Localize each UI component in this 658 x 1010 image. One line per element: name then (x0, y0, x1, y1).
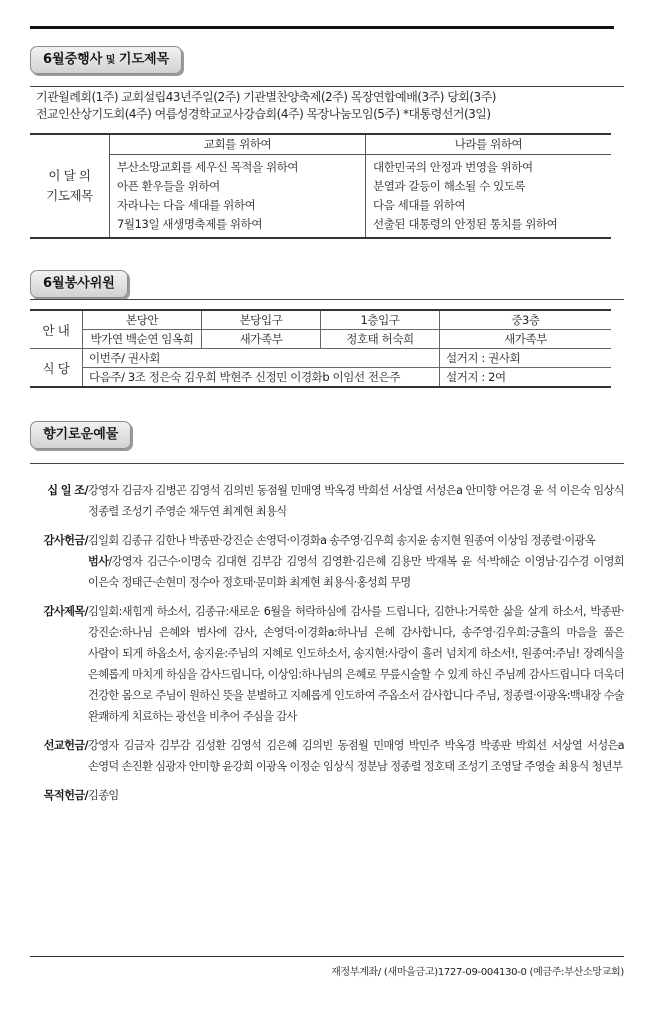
guide-names: 박가연 백순연 임옥희 (83, 330, 202, 349)
church-prayer-item: 부산소망교회를 세우신 목적을 위하여 (117, 160, 299, 174)
place-header: 본당안 (83, 310, 202, 330)
events-title-main: 6월중행사 (43, 52, 103, 67)
offering-label: 감사헌금/ (43, 534, 88, 547)
church-prayer-item: 자라나는 다음 세대를 위하여 (117, 198, 256, 212)
offering-item-purpose (30, 785, 624, 806)
events-line-1: 기관월례회(1주) 교회설립43년주일(2주) 기관별찬양축제(2주) 목장연합예배(3주) 당회(3주) (36, 90, 496, 104)
offering-names: 강영자 김금자 김부감 김성환 김영석 김은혜 김의빈 동점월 민매영 박민주 박옥경 박종판 박희선 서상열 서성은a 손영덕 손진환 심광자 안미향 윤강희 이광옥 이정순 임상식 정분남 정종렬 정호태 조성기 조영달 주영술 최용식 청년부 (88, 739, 624, 773)
offering-label: 목적헌금/ (43, 789, 88, 802)
prayer-label-line-1: 이 달 의 (48, 167, 91, 183)
guide-label: 안 내 (30, 310, 83, 349)
church-column-header: 교회를 위하여 (110, 134, 366, 155)
dining-this-week-dishes: 설거지 : 권사회 (440, 349, 612, 368)
offering-names: 김일회:새힘게 하소서, 김종규:새로운 6월을 허락하심에 감사를 드립니다, 김한나:거룩한 삶을 살게 하소서, 박종판·강진순:하나님 은혜와 범사에 감사, 손영덕·이경화a:하나님 은혜 감사합니다, 송주영·김우희:긍휼의 마음을 품은 사람이 되게 하옵소서, 송지윤:주님의 지혜로 인도하소서, 송지현:사랑이 흘러 넘치게 하소서!, 원종여:주님! 장례식을 은혜롭게 마치게 하심을 감사드립니다, 이상임:하나님의 은혜로 무릎시술할 수 있게 하신 주님께 감사드립니다 더욱더 건강한 몸으로 주님이 원하신 뜻을 분별하고 지혜롭게 인도하여 주옵소서 감사합니다 주님, 정종렬·이광옥:백내장 수술 완쾌하게 치료하는 광선을 비추어 주심을 감사 (88, 605, 624, 723)
offering-label: 십 일 조/ (47, 484, 88, 497)
nation-prayer-item: 선출된 대통령의 안정된 통치를 위하여 (373, 217, 558, 231)
offering-item-tithe (30, 480, 624, 522)
bottom-rule (30, 956, 624, 957)
guide-names: 새가족부 (202, 330, 321, 349)
offering-names: 강영자 김금자 김병곤 김영석 김의빈 동점월 민매영 박옥경 박희선 서상열 서성은a 안미향 어은경 윤 석 이은숙 임상식 정종렬 조성기 주영순 채두연 최계현 최용식 (88, 484, 624, 518)
nation-prayer-item: 다음 세대를 위하여 (373, 198, 466, 212)
offering-item-thanks (30, 530, 624, 551)
service-table (30, 309, 611, 388)
events-title-tail: 기도제목 (118, 52, 170, 67)
offering-item-everything (30, 551, 624, 593)
service-divider (30, 299, 624, 300)
prayer-label-line-2: 기도제목 (46, 187, 93, 203)
place-header: 본당입구 (202, 310, 321, 330)
offering-section-title: 향기로운예물 (30, 421, 131, 449)
offering-list (30, 480, 624, 814)
nation-prayer-item: 분열과 갈등이 해소될 수 있도록 (373, 179, 526, 193)
prayer-label (30, 145, 110, 229)
service-section-title: 6월봉사위원 (30, 270, 128, 298)
dining-next-week: 다음주/ 3조 정은숙 김우희 박현주 신정민 이경화b 이임선 전은주 (83, 368, 440, 388)
offering-item-thanks-topics (30, 601, 624, 727)
bank-account-footer: 재정부계좌/ (새마을금고)1727-09-004130-0 (예금주:부산소망교회) (331, 967, 624, 978)
offering-label: 감사제목/ (43, 605, 88, 618)
events-section-title (30, 46, 182, 74)
offering-label: 선교헌금/ (43, 739, 88, 752)
guide-names: 새가족부 (440, 330, 612, 349)
nation-column-header: 나라를 위하여 (366, 134, 612, 155)
offering-sub-names: /강영자 김근수·이명숙 김대현 김부감 김영석 김영환·김은혜 김용만 박재복 윤 석·박해순 이영남·김수경 이영희 이은숙 정태근·손현미 정수아 정호태·문미화 최계현 최용식·홍성희 무명 (88, 555, 624, 589)
dining-label: 식 당 (30, 349, 83, 388)
events-divider (30, 86, 624, 87)
place-header: 중3층 (440, 310, 612, 330)
church-prayer-item: 7월13일 새생명축제를 위하여 (117, 217, 263, 231)
top-rule (30, 26, 614, 29)
offering-label-spacer (30, 551, 88, 593)
monthly-events (36, 89, 616, 123)
events-line-2: 전교인산상기도회(4주) 여름성경학교교사강습회(4주) 목장나눔모임(5주) *대통령선거(3일) (36, 107, 491, 121)
offering-divider (30, 463, 624, 464)
church-prayer-item: 아픈 환우들을 위하여 (117, 179, 220, 193)
nation-prayer-item: 대한민국의 안정과 번영을 위하여 (373, 160, 533, 174)
offering-item-mission (30, 735, 624, 777)
church-prayer-list (110, 155, 366, 239)
offering-names: 김일회 김종규 김한나 박종판·강진순 손영덕·이경화a 송주영·김우희 송지윤 송지현 원종여 이상임 정종렬·이광옥 (88, 534, 595, 547)
dining-this-week: 이번주/ 권사회 (83, 349, 440, 368)
dining-next-week-dishes: 설거지 : 2여 (440, 368, 612, 388)
guide-names: 정호태 허숙희 (321, 330, 440, 349)
nation-prayer-list (366, 155, 612, 239)
place-header: 1층입구 (321, 310, 440, 330)
offering-names: 김종임 (88, 789, 119, 802)
events-title-conj: 및 (102, 55, 119, 66)
offering-sub-label: 범사 (88, 555, 109, 568)
offering-names (88, 551, 624, 593)
prayer-table (30, 133, 611, 239)
